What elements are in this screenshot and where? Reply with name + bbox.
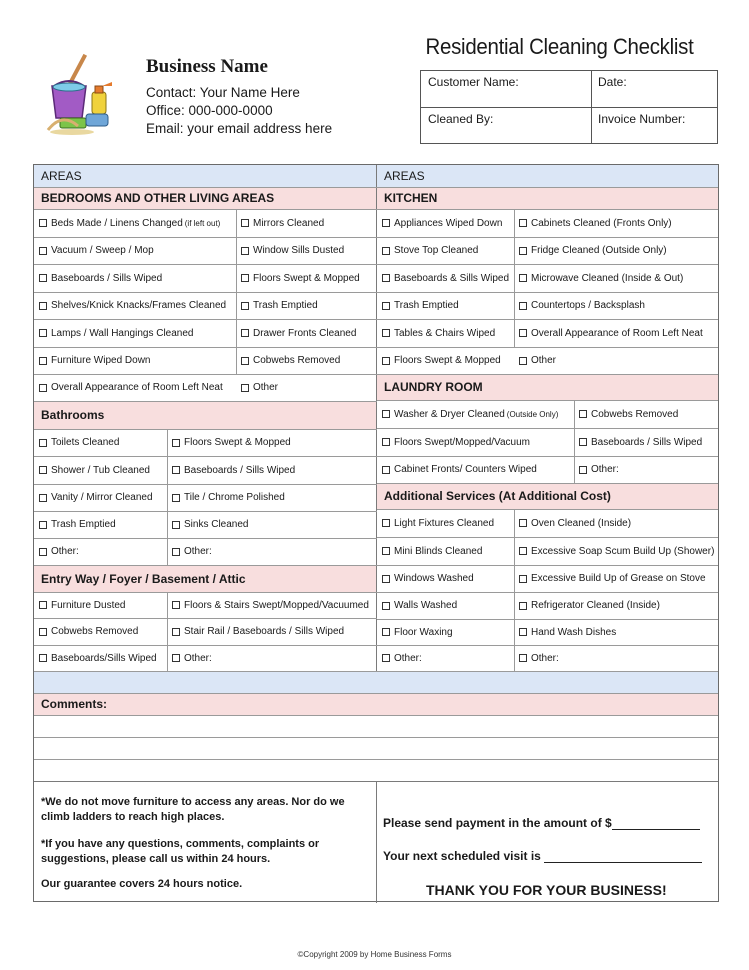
checklist-item[interactable]: Other: — [574, 456, 718, 483]
checkbox[interactable] — [382, 219, 390, 227]
areas-header-left: AREAS — [41, 169, 82, 183]
checklist-item[interactable]: Toilets Cleaned — [34, 429, 167, 456]
checkbox[interactable] — [382, 628, 390, 636]
checkbox[interactable] — [519, 602, 527, 610]
checkbox[interactable] — [39, 548, 47, 556]
laundry-title: LAUNDRY ROOM — [384, 380, 483, 394]
checklist-item[interactable]: Trash Emptied — [34, 511, 167, 538]
checkbox[interactable] — [39, 329, 47, 337]
checklist-item[interactable]: Other: — [514, 645, 718, 671]
checklist-item[interactable]: Lamps / Wall Hangings Cleaned — [34, 319, 236, 347]
checklist-sheet — [33, 164, 719, 902]
checklist-item[interactable]: Mini Blinds Cleaned — [377, 537, 514, 565]
checkbox[interactable] — [382, 357, 390, 365]
checkbox[interactable] — [39, 601, 47, 609]
checkbox[interactable] — [519, 219, 527, 227]
checklist-item[interactable]: Tile / Chrome Polished — [167, 484, 376, 511]
checklist-item[interactable]: Cobwebs Removed — [34, 618, 167, 645]
checklist-item[interactable]: Floors Swept & Mopped — [377, 347, 514, 374]
checklist-item[interactable]: Trash Emptied — [236, 292, 376, 319]
checklist-item[interactable]: Vanity / Mirror Cleaned — [34, 484, 167, 511]
additional-services-title: Additional Services (At Additional Cost) — [384, 489, 611, 503]
checklist-item[interactable]: Tables & Chairs Wiped — [377, 319, 514, 347]
item-note: (if left out) — [184, 218, 221, 228]
checklist-item[interactable]: Stove Top Cleaned — [377, 237, 514, 264]
checkbox[interactable] — [519, 302, 527, 310]
invoice-number-field[interactable]: Invoice Number: — [598, 112, 686, 126]
note-guarantee: Our guarantee covers 24 hours notice. — [41, 878, 243, 890]
checklist-item[interactable]: Beds Made / Linens Changed (if left out) — [34, 209, 236, 237]
checkbox[interactable] — [382, 329, 390, 337]
checkbox[interactable] — [39, 357, 47, 365]
checklist-item[interactable]: Stair Rail / Baseboards / Sills Wiped — [167, 618, 376, 645]
checklist-item[interactable]: Other — [236, 374, 376, 401]
checklist-item[interactable]: Light Fixtures Cleaned — [377, 509, 514, 537]
checkbox[interactable] — [39, 274, 47, 282]
checklist-item[interactable]: Hand Wash Dishes — [514, 619, 718, 645]
checklist-item[interactable]: Mirrors Cleaned — [236, 209, 376, 237]
checkbox[interactable] — [579, 410, 587, 418]
contact-line: Contact: Your Name Here — [146, 85, 300, 100]
checklist-item[interactable]: Oven Cleaned (Inside) — [514, 509, 718, 537]
copyright-footer: ©Copyright 2009 by Home Business Forms — [297, 950, 452, 959]
checklist-item[interactable]: Other: — [167, 645, 376, 671]
checkbox[interactable] — [579, 438, 587, 446]
document-title: Residential Cleaning Checklist — [425, 34, 694, 59]
checkbox[interactable] — [382, 274, 390, 282]
checklist-item[interactable]: Cabinet Fronts/ Counters Wiped — [377, 456, 574, 483]
checklist-item[interactable]: Furniture Dusted — [34, 592, 167, 618]
checklist-item[interactable]: Overall Appearance of Room Left Neat — [514, 319, 718, 347]
entry-title: Entry Way / Foyer / Basement / Attic — [41, 571, 246, 586]
checklist-item[interactable]: Countertops / Backsplash — [514, 292, 718, 319]
checkbox[interactable] — [172, 654, 180, 662]
checklist-item[interactable]: Other: — [167, 538, 376, 565]
checklist-item[interactable]: Cobwebs Removed — [236, 347, 376, 374]
checkbox[interactable] — [519, 547, 527, 555]
item-note: (Outside Only) — [506, 409, 559, 419]
email-line: Email: your email address here — [146, 121, 333, 136]
checkbox[interactable] — [172, 494, 180, 502]
bedrooms-title: BEDROOMS AND OTHER LIVING AREAS — [41, 191, 275, 205]
checkbox[interactable] — [382, 466, 390, 474]
checklist-item[interactable]: Window Sills Dusted — [236, 237, 376, 264]
checkbox[interactable] — [382, 247, 390, 255]
checklist-item[interactable]: Baseboards/Sills Wiped — [34, 645, 167, 671]
checkbox[interactable] — [241, 219, 249, 227]
checkbox[interactable] — [39, 466, 47, 474]
checkbox[interactable] — [39, 384, 47, 392]
checkbox[interactable] — [382, 602, 390, 610]
note-questions: *If you have any questions, comments, complaints or suggestions, please call us within 24 hours. — [41, 838, 320, 865]
checkbox[interactable] — [241, 247, 249, 255]
payment-amount-line: Please send payment in the amount of $ — [383, 816, 700, 830]
checkbox[interactable] — [519, 329, 527, 337]
checklist-item[interactable]: Other: — [34, 538, 167, 565]
cleaned-by-field[interactable]: Cleaned By: — [428, 112, 494, 126]
checkbox[interactable] — [172, 628, 180, 636]
checklist-item[interactable]: Overall Appearance of Room Left Neat — [34, 374, 236, 401]
checkbox[interactable] — [39, 521, 47, 529]
customer-info-box — [420, 70, 718, 144]
checklist-item[interactable]: Sinks Cleaned — [167, 511, 376, 538]
checklist-item[interactable]: Walls Washed — [377, 592, 514, 619]
office-line: Office: 000-000-0000 — [146, 103, 273, 118]
checklist-item[interactable]: Trash Emptied — [377, 292, 514, 319]
checklist-item[interactable]: Fridge Cleaned (Outside Only) — [514, 237, 718, 264]
checklist-item[interactable]: Baseboards / Sills Wiped — [574, 428, 718, 456]
kitchen-title: KITCHEN — [384, 191, 438, 205]
checkbox[interactable] — [519, 654, 527, 662]
checklist-item[interactable]: Furniture Wiped Down — [34, 347, 236, 374]
checkbox[interactable] — [519, 575, 527, 583]
checkbox[interactable] — [382, 547, 390, 555]
checklist-item[interactable]: Vacuum / Sweep / Mop — [34, 237, 236, 264]
checklist-item[interactable]: Baseboards / Sills Wiped — [34, 264, 236, 292]
cleaning-supplies-logo — [42, 46, 134, 138]
next-visit-line: Your next scheduled visit is — [383, 849, 702, 863]
checkbox[interactable] — [241, 384, 249, 392]
checkbox[interactable] — [39, 439, 47, 447]
checklist-item[interactable]: Microwave Cleaned (Inside & Out) — [514, 264, 718, 292]
payment-amount-blank[interactable] — [612, 817, 700, 830]
checkbox[interactable] — [172, 466, 180, 474]
checklist-item[interactable]: Excessive Soap Scum Build Up (Shower) — [514, 537, 718, 565]
checkbox[interactable] — [39, 302, 47, 310]
checkbox[interactable] — [382, 654, 390, 662]
business-info — [146, 56, 332, 138]
checklist-item[interactable]: Appliances Wiped Down — [377, 209, 514, 237]
checkbox[interactable] — [39, 628, 47, 636]
next-visit-blank[interactable] — [544, 850, 702, 863]
areas-header-right: AREAS — [384, 169, 425, 183]
checklist-item[interactable]: Floors Swept/Mopped/Vacuum — [377, 428, 574, 456]
customer-name-field[interactable]: Customer Name: — [428, 75, 519, 89]
checklist-item[interactable]: Refrigerator Cleaned (Inside) — [514, 592, 718, 619]
checklist-item[interactable]: Cobwebs Removed — [574, 400, 718, 428]
checkbox[interactable] — [382, 410, 390, 418]
checkbox[interactable] — [241, 329, 249, 337]
checklist-item[interactable]: Floors Swept & Mopped — [236, 264, 376, 292]
checkbox[interactable] — [241, 274, 249, 282]
checkbox[interactable] — [172, 521, 180, 529]
checkbox[interactable] — [519, 628, 527, 636]
checklist-item[interactable]: Baseboards / Sills Wiped — [167, 456, 376, 484]
checklist-item[interactable]: Washer & Dryer Cleaned (Outside Only) — [377, 400, 574, 428]
checkbox[interactable] — [241, 357, 249, 365]
checklist-item[interactable]: Floor Waxing — [377, 619, 514, 645]
comments-label: Comments: — [41, 697, 108, 711]
checklist-item[interactable]: Shower / Tub Cleaned — [34, 456, 167, 484]
checklist-item[interactable]: Shelves/Knick Knacks/Frames Cleaned — [34, 292, 236, 319]
checkbox[interactable] — [172, 601, 180, 609]
checkbox[interactable] — [241, 302, 249, 310]
checkbox[interactable] — [519, 519, 527, 527]
checklist-item[interactable]: Drawer Fronts Cleaned — [236, 319, 376, 347]
checkbox[interactable] — [382, 302, 390, 310]
checkbox[interactable] — [39, 654, 47, 662]
checkbox[interactable] — [519, 357, 527, 365]
checkbox[interactable] — [39, 247, 47, 255]
business-name: Business Name — [146, 56, 268, 77]
bathrooms-title: Bathrooms — [41, 408, 105, 422]
checkbox[interactable] — [39, 219, 47, 227]
checklist-item[interactable]: Other — [514, 347, 718, 374]
checkbox[interactable] — [382, 519, 390, 527]
checkbox[interactable] — [579, 466, 587, 474]
checklist-item[interactable]: Windows Washed — [377, 565, 514, 592]
thank-you-message: THANK YOU FOR YOUR BUSINESS! — [426, 882, 667, 898]
checklist-item[interactable]: Floors Swept & Mopped — [167, 429, 376, 456]
checklist-item[interactable]: Other: — [377, 645, 514, 671]
checkbox[interactable] — [172, 439, 180, 447]
checklist-item[interactable]: Floors & Stairs Swept/Mopped/Vacuumed — [167, 592, 376, 618]
comments-area[interactable] — [34, 715, 718, 781]
checkbox[interactable] — [172, 548, 180, 556]
note-furniture: *We do not move furniture to access any areas. Nor do we climb ladders to reach high places. — [41, 796, 345, 823]
checkbox[interactable] — [39, 494, 47, 502]
checklist-item[interactable]: Baseboards & Sills Wiped — [377, 264, 514, 292]
checkbox[interactable] — [519, 247, 527, 255]
checklist-item[interactable]: Cabinets Cleaned (Fronts Only) — [514, 209, 718, 237]
checkbox[interactable] — [382, 438, 390, 446]
checklist-item[interactable]: Excessive Build Up of Grease on Stove — [514, 565, 718, 592]
checkbox[interactable] — [382, 575, 390, 583]
date-field[interactable]: Date: — [598, 75, 627, 89]
checkbox[interactable] — [519, 274, 527, 282]
